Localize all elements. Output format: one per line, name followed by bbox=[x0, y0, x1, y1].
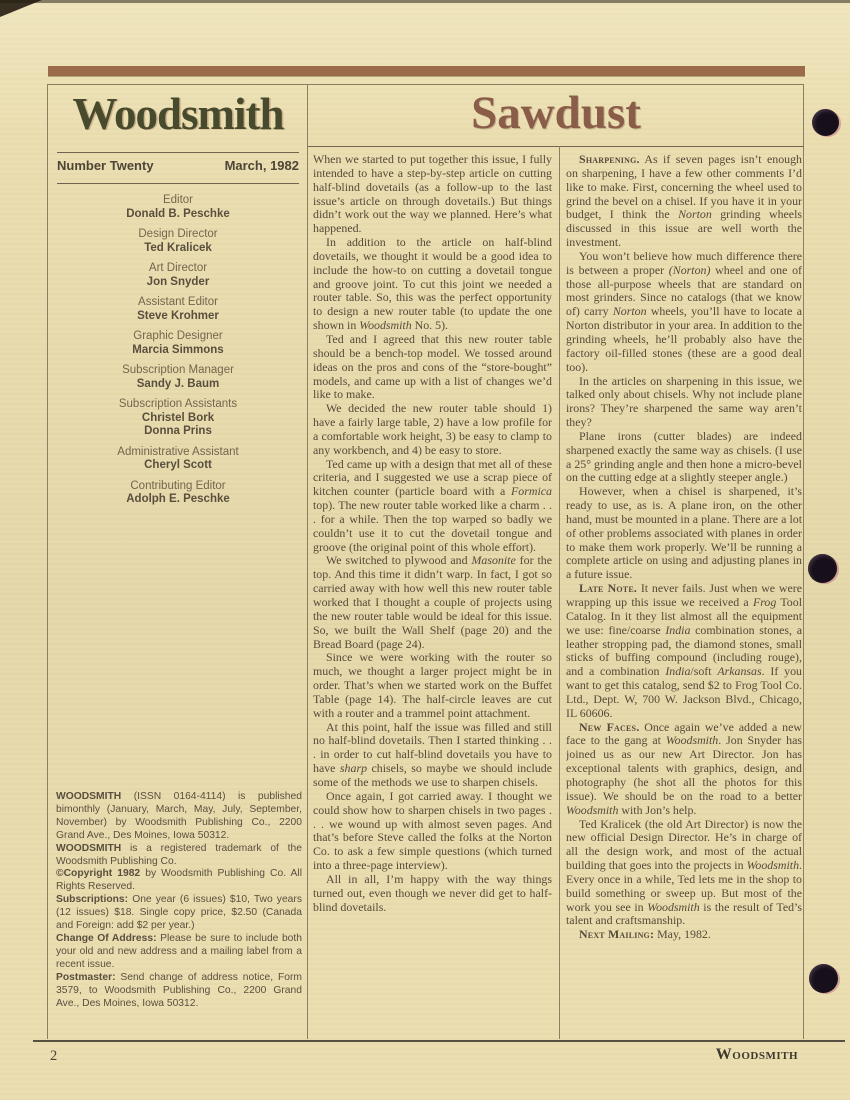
staff-entry bbox=[57, 398, 299, 439]
staff-entry bbox=[57, 330, 299, 357]
staff-entry bbox=[57, 480, 299, 507]
paragraph: Subscriptions: One year (6 issues) $10, Two years (12 issues) $18. Single copy price, $2.50 (Canada and Foreign: add $2 per year.) bbox=[56, 894, 302, 932]
title-underline-rule bbox=[308, 146, 804, 147]
issue-number: Number Twenty bbox=[57, 158, 154, 173]
paragraph: In addition to the article on half-blind dovetails, we thought it would be a good idea to include the how-to on cutting a dovetail tongue and groove joint. To cut this joint we needed a router table. So, this was the perfect opportunity to design a new router table (to update the one shown in Woodsmith No. 5). bbox=[313, 235, 552, 333]
paragraph: Ted Kralicek (the old Art Director) is now the new official Design Director. He’s in charge of all the design work, and most of the actual building that goes into the projects in Woodsmith. Every once in a while, Ted lets me in the shop to build something or sweep up. But most of the work you see in Woodsmith is the result of Ted’s talent and craftsmanship. bbox=[566, 816, 802, 928]
staff-entry bbox=[57, 194, 299, 221]
binder-hole-icon bbox=[808, 554, 837, 583]
paragraph: Postmaster: Send change of address notice, Form 3579, to Woodsmith Publishing Co., 2200 Grand Ave., Des Moines, Iowa 50312. bbox=[56, 971, 302, 1009]
staff-entry bbox=[57, 446, 299, 473]
masthead-divider-rule bbox=[307, 84, 308, 1039]
paragraph: Plane irons (cutter blades) are indeed sharpened exactly the same way as chisels. (I use a 25° grinding angle and then hone a micro-bevel on the cutting edge at a slightly steeper angle.) bbox=[566, 428, 802, 485]
masthead-rule bbox=[57, 183, 299, 184]
staff-role: Assistant Editor bbox=[138, 296, 218, 308]
binder-hole-icon bbox=[812, 109, 839, 136]
paragraph: New Faces. Once again we’ve added a new face to the gang at Woodsmith. Jon Snyder has joined us as our new Art Director. Jon has exceptional talents with graphics, design, and photography (he shot all the photos for this issue). We should be on the road to a better Woodsmith with Jon’s help. bbox=[566, 719, 802, 817]
paragraph: Change Of Address: Please be sure to include both your old and new address and a mailing label from a recent issue. bbox=[56, 932, 302, 970]
staff-name: Ted Kralicek bbox=[144, 241, 212, 254]
footer-magazine-name: Woodsmith bbox=[715, 1046, 798, 1063]
staff-name: Donald B. Peschke bbox=[126, 207, 230, 220]
paragraph: Next Mailing: May, 1982. bbox=[579, 927, 711, 942]
paragraph: ©Copyright 1982 by Woodsmith Publishing Co. All Rights Reserved. bbox=[56, 868, 302, 893]
paragraph: Sharpening. As if seven pages isn’t enough on sharpening, I have a few other comments I’d like to make. First, concerning the wheel used to grind the bevel on a chisel. If you have it in your budget, I think the Norton grinding wheels discussed in this issue are well worth the investment. bbox=[566, 153, 802, 250]
article-title: Sawdust bbox=[471, 87, 641, 139]
masthead-rule bbox=[57, 152, 299, 153]
paragraph: Late Note. It never fails. Just when we were wrapping up this issue we received a Frog Tool Catalog. In it they list almost all the equipment we use: fine/coarse India combination stones, a leather stropping pad, the diamond stones, small sticks of buffing compound (including rouge), and a combination India/soft Arkansas. If you want to get this catalog, send $2 to Frog Tool Co. Ltd., Dept. W, 700 W. Jackson Blvd., Chicago, IL 60606. bbox=[566, 581, 802, 720]
page-number: 2 bbox=[50, 1048, 58, 1064]
issue-line bbox=[57, 158, 299, 173]
staff-role: Administrative Assistant bbox=[117, 445, 239, 458]
staff-role: Graphic Designer bbox=[133, 330, 223, 342]
binder-hole-icon bbox=[809, 964, 838, 993]
staff-name: Sandy J. Baum bbox=[136, 377, 220, 390]
staff-role: Design Director bbox=[138, 228, 218, 240]
top-accent-bar bbox=[48, 66, 805, 76]
paragraph: Ted came up with a design that met all of these criteria, and I suggested we use a scrap piece of kitchen counter (particle board with a Formica top). The new router table worked like a charm . . . for a while. Then the top warped so badly we couldn’t use it to cut the dovetail tongue and groove (the original point of this whole effort). bbox=[313, 456, 552, 554]
paragraph: Ted and I agreed that this new router table should be a bench-top model. We tossed around ideas on the pros and cons of the “store-bought” models, and came up with a list of changes we’d like to make. bbox=[313, 331, 552, 402]
article-column-right bbox=[566, 153, 802, 1039]
footer-rule bbox=[33, 1040, 845, 1042]
staff-role: Contributing Editor bbox=[130, 479, 226, 492]
staff-entry bbox=[57, 262, 299, 289]
staff-name: Marcia Simmons bbox=[132, 343, 224, 356]
staff-role: Subscription Manager bbox=[122, 364, 234, 376]
imprint-block bbox=[56, 791, 302, 1010]
staff-role: Art Director bbox=[148, 262, 208, 274]
staff-role: Editor bbox=[162, 194, 194, 206]
paragraph: At this point, half the issue was filled and still no half-blind dovetails. Then I started thinking . . . in order to cut half-blind dovetails you have to have sharp chisels, so maybe we should include some of the methods we use to sharpen chisels. bbox=[313, 719, 552, 789]
paragraph: We decided the new router table should 1) have a fairly large table, 2) have a low profile for a comfortable work height, 3) be easy to clamp to any workbench, and 4) be easy to store. bbox=[313, 401, 552, 457]
paragraph: When we started to put together this issue, I fully intended to have a step-by-step article on cutting half-blind dovetails (as a follow-up to the last issue’s article on through dovetails.) But things didn’t work out the way we planned. Here’s what happened. bbox=[313, 153, 552, 236]
staff-name: Jon Snyder bbox=[146, 275, 210, 288]
paragraph: We switched to plywood and Masonite for the top. And this time it didn’t warp. In fact, I got so carried away with how well this new router table worked that I thought a couple of projects using the new router table would be ideal for this issue. So, we built the Wall Shelf (page 20) and the Bread Board (page 24). bbox=[313, 553, 552, 651]
staff-list bbox=[57, 194, 299, 514]
staff-name: Donna Prins bbox=[144, 425, 212, 437]
scan-corner-artifact bbox=[0, 0, 42, 17]
staff-name: Christel Bork bbox=[141, 411, 215, 424]
scan-edge-artifact bbox=[0, 0, 850, 3]
staff-name: Cheryl Scott bbox=[144, 459, 212, 471]
staff-entry bbox=[57, 296, 299, 323]
staff-entry bbox=[57, 364, 299, 391]
paragraph: Once again, I got carried away. I thought we could show how to sharpen chisels in two pages . . . we wound up with almost seven pages. And that’s before Steve called the folks at the Norton Co. to ask a few simple questions (which turned into a three-page interview). bbox=[313, 788, 552, 873]
staff-name: Steve Krohmer bbox=[137, 309, 219, 322]
staff-role: Subscription Assistants bbox=[118, 398, 238, 410]
article-column-left bbox=[313, 153, 552, 1039]
staff-entry bbox=[57, 228, 299, 255]
paragraph: However, when a chisel is sharpened, it’s ready to use, as is. A plane iron, on the other hand, must be mounted in a plane. There are a lot of other problems associated with planes in order to make them work properly. We’ll be running a complete article on using and adjusting planes in a future issue. bbox=[566, 484, 802, 582]
staff-name: Adolph E. Peschke bbox=[126, 493, 230, 505]
paragraph: In the articles on sharpening in this issue, we talked only about chisels. Why not include plane irons? They’re sharpened the same way aren’t they? bbox=[566, 373, 802, 430]
column-divider-rule bbox=[559, 146, 560, 1039]
paragraph: WOODSMITH (ISSN 0164-4114) is published bimonthly (January, March, May, July, September, November) by Woodsmith Publishing Co., 2200 Grand Ave., Des Moines, Iowa 50312. bbox=[56, 791, 302, 841]
paragraph: Since we were working with the router so much, we thought a larger project might be in order. That’s when we started work on the Buffet Table (page 14). The half-circle leaves are cut with a router and a trammel point attachment. bbox=[313, 650, 552, 720]
paragraph: WOODSMITH is a registered trademark of the Woodsmith Publishing Co. bbox=[56, 842, 302, 867]
magazine-logo: Woodsmith bbox=[72, 89, 284, 139]
paragraph: You won’t believe how much difference there is between a proper (Norton) wheel and one of those all-purpose wheels that are standard on most grinders. Since no catalogs (that we know of) carry Norton wheels, you’ll have to locate a Norton distributor in your area. In addition to the grinding wheels, he’ll probably also have the factory oil-filled stones (these are a good deal too). bbox=[566, 248, 802, 374]
paragraph: All in all, I’m happy with the way things turned out, even though we never did get to half-blind dovetails. bbox=[313, 871, 552, 914]
issue-date: March, 1982 bbox=[224, 158, 299, 173]
